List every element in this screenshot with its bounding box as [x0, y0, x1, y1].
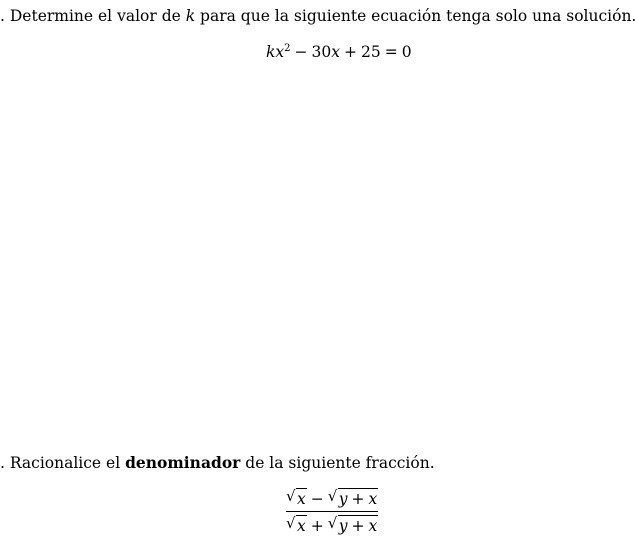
problem-2-statement [0, 453, 435, 473]
num-sqrt-x [286, 488, 307, 508]
num-plus: + [351, 490, 365, 508]
radical-sign-icon: √ [327, 514, 338, 532]
den-sqrt-x [286, 515, 307, 535]
problem-2-marker: . [0, 454, 5, 472]
den-radicand-y-plus-x [338, 515, 379, 535]
fraction [286, 488, 378, 537]
eq1-const: 25 [361, 43, 381, 61]
den-x2: x [368, 517, 378, 535]
radical-sign-icon: √ [327, 487, 338, 505]
problem-1-text-before: Determine el valor de [4, 7, 186, 25]
radical-sign-icon: √ [286, 514, 296, 532]
eq1-x2: x [331, 43, 341, 61]
num-sqrt-y-plus-x [328, 488, 379, 508]
den-plus: + [351, 517, 365, 535]
eq1-k: k [266, 43, 276, 61]
den-y: y [338, 517, 348, 535]
num-y: y [338, 490, 348, 508]
eq1-coef: 30 [311, 43, 332, 61]
fraction-bar [286, 511, 378, 512]
problem-2-bold-word: denominador [125, 453, 241, 472]
eq1-rhs: 0 [401, 43, 412, 61]
num-operator: − [310, 490, 324, 508]
problem-1-marker: . [0, 7, 5, 25]
fraction-denominator [286, 515, 378, 537]
eq1-minus: − [294, 43, 308, 61]
fraction-numerator [286, 488, 378, 510]
num-radicand-y-plus-x [338, 488, 379, 508]
problem-1-text-after: para que la siguiente ecuación tenga solo una solución. [195, 7, 636, 25]
den-operator: + [310, 517, 324, 535]
problem-2-text-before: Racionalice el [4, 454, 126, 472]
num-x2: x [368, 490, 378, 508]
eq1-x: x [275, 43, 285, 61]
radical-sign-icon: √ [286, 487, 296, 505]
eq1-exponent: 2 [284, 43, 291, 54]
num-radicand-x: x [297, 490, 306, 508]
eq1-equals: = [384, 43, 398, 61]
problem-1-statement [0, 6, 636, 26]
problem-2-text-after: de la siguiente fracción. [240, 454, 435, 472]
den-sqrt-y-plus-x [328, 515, 379, 535]
den-radicand-x: x [297, 517, 306, 535]
equation-1 [266, 42, 412, 62]
problem-1-variable: k [185, 7, 196, 25]
eq1-plus: + [344, 43, 358, 61]
